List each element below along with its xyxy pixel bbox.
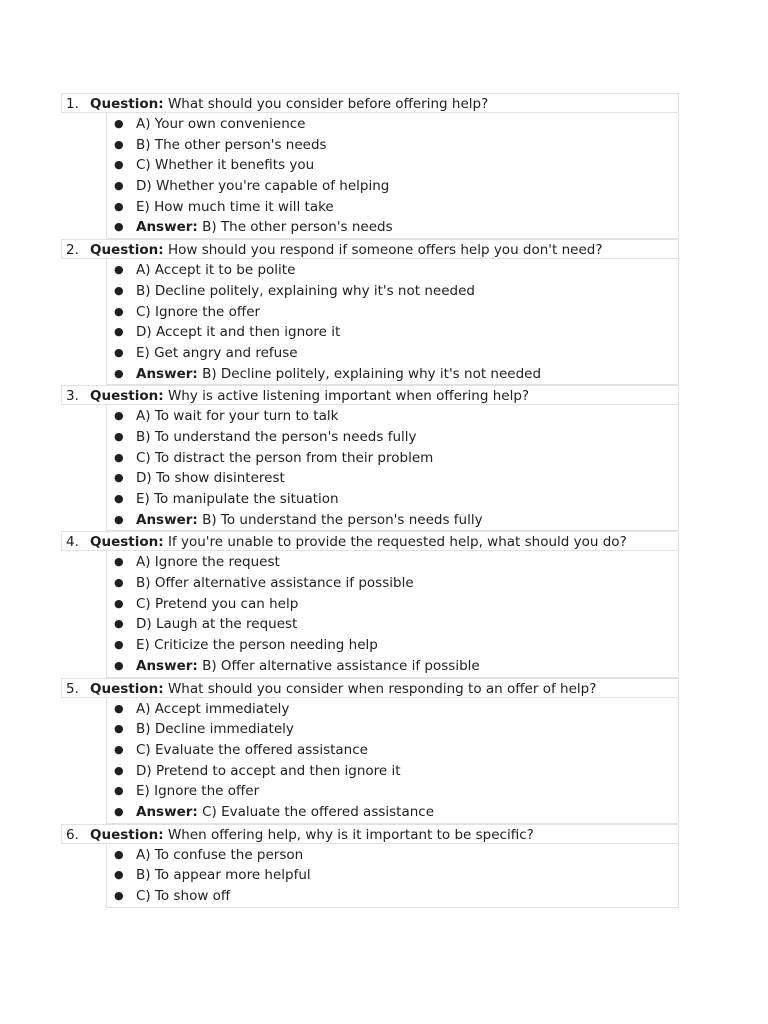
answer-value: B) The other person's needs <box>202 219 393 236</box>
bullet-icon: ● <box>114 492 124 505</box>
option-item <box>107 448 678 469</box>
answer-value: B) Decline politely, explaining why it's not needed <box>202 365 542 382</box>
option-text: E) Ignore the offer <box>136 783 260 800</box>
option-item <box>107 427 678 448</box>
option-item <box>107 322 678 343</box>
option-text: C) Evaluate the offered assistance <box>136 741 368 758</box>
option-item <box>107 406 678 427</box>
option-text: E) To manipulate the situation <box>136 491 339 507</box>
bullet-icon: ● <box>114 158 124 172</box>
bullet-icon: ● <box>114 804 124 818</box>
option-text: D) Whether you're capable of helping <box>136 178 390 195</box>
bullet-icon: ● <box>114 345 124 359</box>
answer-text-line <box>136 217 393 237</box>
question-text: How should you respond if someone offers help you don't need? <box>167 242 603 259</box>
question-number: 5. <box>66 680 79 697</box>
question-text-line <box>90 826 534 844</box>
quiz-document <box>61 93 679 908</box>
bullet-icon: ● <box>114 471 124 485</box>
answer-item <box>107 510 678 531</box>
answer-value: C) Evaluate the offered assistance <box>202 803 435 820</box>
option-item <box>107 699 678 720</box>
option-item <box>107 740 678 761</box>
option-text: A) Ignore the request <box>136 554 280 571</box>
option-item <box>107 635 678 656</box>
option-item <box>107 114 678 135</box>
option-text: B) Decline immediately <box>136 721 294 738</box>
bullet-icon: ● <box>114 701 124 715</box>
option-item <box>107 781 678 802</box>
answer-label: Answer: <box>136 219 198 236</box>
options-list <box>106 698 679 824</box>
question-number: 2. <box>66 242 79 259</box>
bullet-icon: ● <box>114 763 124 777</box>
option-item <box>107 594 678 615</box>
question-number: 1. <box>66 96 79 112</box>
question-row <box>61 531 679 551</box>
bullet-icon: ● <box>114 512 124 526</box>
option-item <box>107 614 678 635</box>
bullet-icon: ● <box>114 722 124 736</box>
option-text: D) Pretend to accept and then ignore it <box>136 762 401 779</box>
bullet-icon: ● <box>114 409 124 423</box>
answer-label: Answer: <box>136 803 198 820</box>
question-row <box>61 824 679 844</box>
question-text: If you're unable to provide the requested help, what should you do? <box>167 534 627 551</box>
question-label: Question: <box>90 534 164 551</box>
question-text-line <box>90 387 529 405</box>
option-item <box>107 176 678 197</box>
option-item <box>107 845 678 866</box>
answer-label: Answer: <box>136 511 198 528</box>
option-text: C) Whether it benefits you <box>136 157 315 174</box>
bullet-icon: ● <box>114 638 124 652</box>
bullet-icon: ● <box>114 596 124 610</box>
option-text: C) Pretend you can help <box>136 595 299 612</box>
bullet-icon: ● <box>114 450 124 464</box>
question-row <box>61 678 679 698</box>
answer-item <box>107 802 678 823</box>
question-label: Question: <box>90 96 164 112</box>
answer-text-line <box>136 656 480 676</box>
question-number: 4. <box>66 534 79 551</box>
option-text: A) Accept it to be polite <box>136 262 296 279</box>
answer-text-line <box>136 802 434 822</box>
bullet-icon: ● <box>114 868 124 882</box>
bullet-icon: ● <box>114 889 124 902</box>
answer-item <box>107 656 678 677</box>
options-list <box>106 113 679 239</box>
options-list <box>106 551 679 677</box>
question-label: Question: <box>90 242 164 259</box>
question-text: Why is active listening important when offering help? <box>167 388 530 405</box>
answer-text-line <box>136 510 483 530</box>
option-item <box>107 865 678 886</box>
question-text-line <box>90 533 627 551</box>
bullet-icon: ● <box>114 658 124 672</box>
question-text: What should you consider before offering help? <box>167 96 489 112</box>
bullet-icon: ● <box>114 304 124 318</box>
option-item <box>107 468 678 489</box>
option-text: D) To show disinterest <box>136 470 285 487</box>
option-text: C) Ignore the offer <box>136 303 261 320</box>
option-item <box>107 761 678 782</box>
answer-item <box>107 364 678 385</box>
question-number: 3. <box>66 388 79 405</box>
option-text: C) To show off <box>136 888 231 904</box>
option-text: E) Get angry and refuse <box>136 344 298 361</box>
options-list <box>106 259 679 385</box>
option-item <box>107 260 678 281</box>
bullet-icon: ● <box>114 325 124 339</box>
bullet-icon: ● <box>114 283 124 297</box>
options-list <box>106 405 679 531</box>
bullet-icon: ● <box>114 199 124 213</box>
option-text: B) To understand the person's needs fully <box>136 428 417 445</box>
answer-item <box>107 217 678 238</box>
question-text: When offering help, why is it important to be specific? <box>167 826 534 843</box>
option-item <box>107 155 678 176</box>
options-list <box>106 844 679 908</box>
option-text: E) Criticize the person needing help <box>136 637 378 654</box>
option-text: D) Laugh at the request <box>136 616 298 633</box>
bullet-icon: ● <box>114 366 124 380</box>
option-item <box>107 719 678 740</box>
option-text: C) To distract the person from their problem <box>136 449 434 466</box>
question-label: Question: <box>90 826 164 843</box>
question-number: 6. <box>66 826 79 843</box>
option-text: A) To wait for your turn to talk <box>136 408 339 425</box>
question-text-line <box>90 680 596 698</box>
question-label: Question: <box>90 388 164 405</box>
question-label: Question: <box>90 680 164 697</box>
option-item <box>107 135 678 156</box>
option-item <box>107 281 678 302</box>
answer-label: Answer: <box>136 365 198 382</box>
option-item <box>107 302 678 323</box>
bullet-icon: ● <box>114 784 124 798</box>
answer-value: B) Offer alternative assistance if possible <box>202 657 480 674</box>
question-row <box>61 385 679 405</box>
option-text: A) Accept immediately <box>136 700 290 717</box>
question-row <box>61 93 679 113</box>
question-text-line <box>90 241 603 259</box>
bullet-icon: ● <box>114 576 124 590</box>
option-text: E) How much time it will take <box>136 198 334 215</box>
bullet-icon: ● <box>114 555 124 569</box>
bullet-icon: ● <box>114 137 124 151</box>
option-item <box>107 552 678 573</box>
option-text: B) Decline politely, explaining why it's not needed <box>136 282 475 299</box>
bullet-icon: ● <box>114 179 124 193</box>
option-text: D) Accept it and then ignore it <box>136 324 341 341</box>
option-item <box>107 886 678 907</box>
option-item <box>107 573 678 594</box>
answer-text-line <box>136 364 541 384</box>
question-row <box>61 239 679 259</box>
answer-value: B) To understand the person's needs fully <box>202 511 483 528</box>
answer-label: Answer: <box>136 657 198 674</box>
bullet-icon: ● <box>114 742 124 756</box>
option-text: B) To appear more helpful <box>136 867 311 884</box>
option-item <box>107 343 678 364</box>
option-text: A) To confuse the person <box>136 846 304 863</box>
option-text: B) Offer alternative assistance if possible <box>136 575 414 592</box>
option-item <box>107 489 678 510</box>
bullet-icon: ● <box>114 220 124 234</box>
question-text: What should you consider when responding to an offer of help? <box>167 680 597 697</box>
bullet-icon: ● <box>114 429 124 443</box>
bullet-icon: ● <box>114 617 124 631</box>
question-text-line <box>90 95 488 113</box>
bullet-icon: ● <box>114 117 124 130</box>
bullet-icon: ● <box>114 263 124 277</box>
bullet-icon: ● <box>114 847 124 861</box>
option-text: B) The other person's needs <box>136 136 327 153</box>
option-text: A) Your own convenience <box>136 116 306 132</box>
option-item <box>107 197 678 218</box>
